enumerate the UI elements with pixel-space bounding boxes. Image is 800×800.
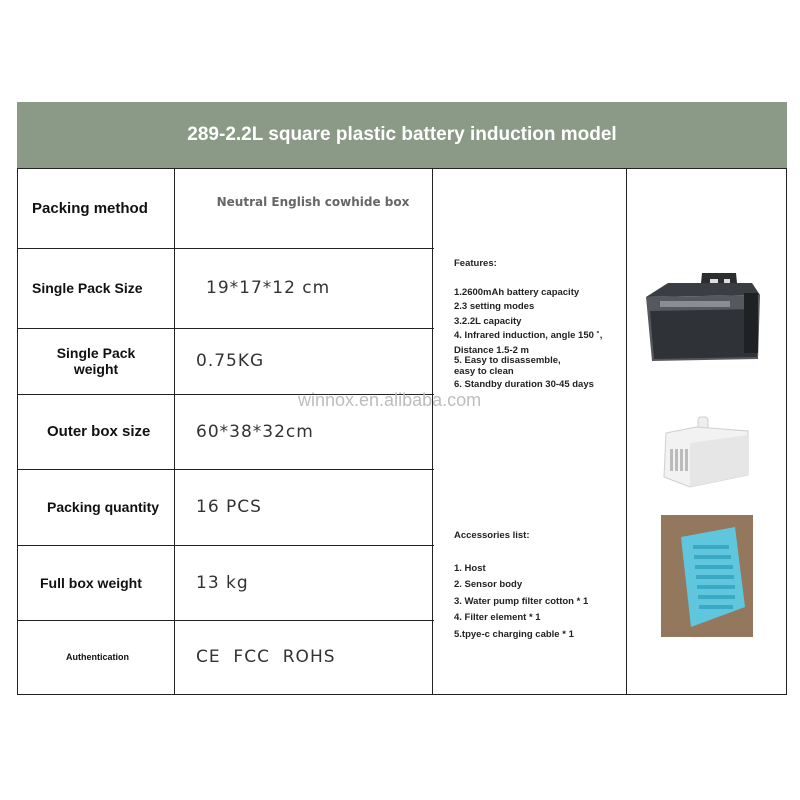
- page-title: 289-2.2L square plastic battery induction model: [187, 124, 617, 145]
- feature-item: 4. Infrared induction, angle 150 ˚,: [454, 330, 603, 341]
- row-value-outer-box-size: 60*38*32cm: [196, 421, 314, 442]
- row-label-packing-quantity: Packing quantity: [47, 499, 160, 515]
- row-value-authentication: CE FCC ROHS: [196, 647, 336, 667]
- spec-table: [17, 168, 787, 695]
- features-title: Features:: [454, 258, 497, 269]
- title-bar: [17, 102, 787, 168]
- feature-item: 6. Standby duration 30-45 days: [454, 378, 594, 390]
- row-label-outer-box-size: Outer box size: [47, 423, 151, 440]
- row-label-packing-method: Packing method: [32, 200, 148, 217]
- row-label-full-box-weight: Full box weight: [40, 574, 142, 591]
- feature-item: 3.2.2L capacity: [454, 315, 522, 327]
- accessory-item: 5.tpye-c charging cable * 1: [454, 628, 574, 640]
- accessories-title: Accessories list:: [454, 530, 530, 541]
- row-label-authentication: Authentication: [66, 652, 129, 662]
- watermark-text: winnox.en.alibaba.com: [298, 390, 482, 410]
- accessories-list: [454, 528, 588, 643]
- row-label-single-pack-weight: Single Pack weight: [56, 345, 136, 377]
- feature-item: 5. Easy to disassemble,: [454, 354, 561, 366]
- accessory-item: 1. Host: [454, 562, 486, 574]
- feature-item: easy to clean: [454, 365, 514, 377]
- feature-item: 2.3 setting modes: [454, 301, 535, 312]
- accessory-item: 4. Filter element * 1: [454, 612, 541, 623]
- row-value-packing-quantity: 16 PCS: [196, 497, 262, 517]
- feature-item: 1.2600mAh battery capacity: [454, 286, 580, 298]
- features-list: [454, 257, 602, 392]
- feature-item: Distance 1.5-2 m: [454, 344, 529, 356]
- filter-element-image: [661, 515, 753, 637]
- row-label-single-pack-size: Single Pack Size: [32, 280, 143, 296]
- column-divider: [626, 169, 627, 694]
- fountain-image: [640, 265, 768, 365]
- row-value-packing-method: Neutral English cowhide box: [216, 194, 410, 209]
- row-value-single-pack-weight: 0.75KG: [196, 351, 265, 371]
- accessory-item: 3. Water pump filter cotton * 1: [454, 595, 589, 607]
- accessory-item: 2. Sensor body: [454, 579, 523, 590]
- row-value-full-box-weight: 13 kg: [196, 572, 249, 593]
- sensor-body-image: [656, 415, 756, 495]
- row-value-single-pack-size: 19*17*12 cm: [206, 278, 331, 298]
